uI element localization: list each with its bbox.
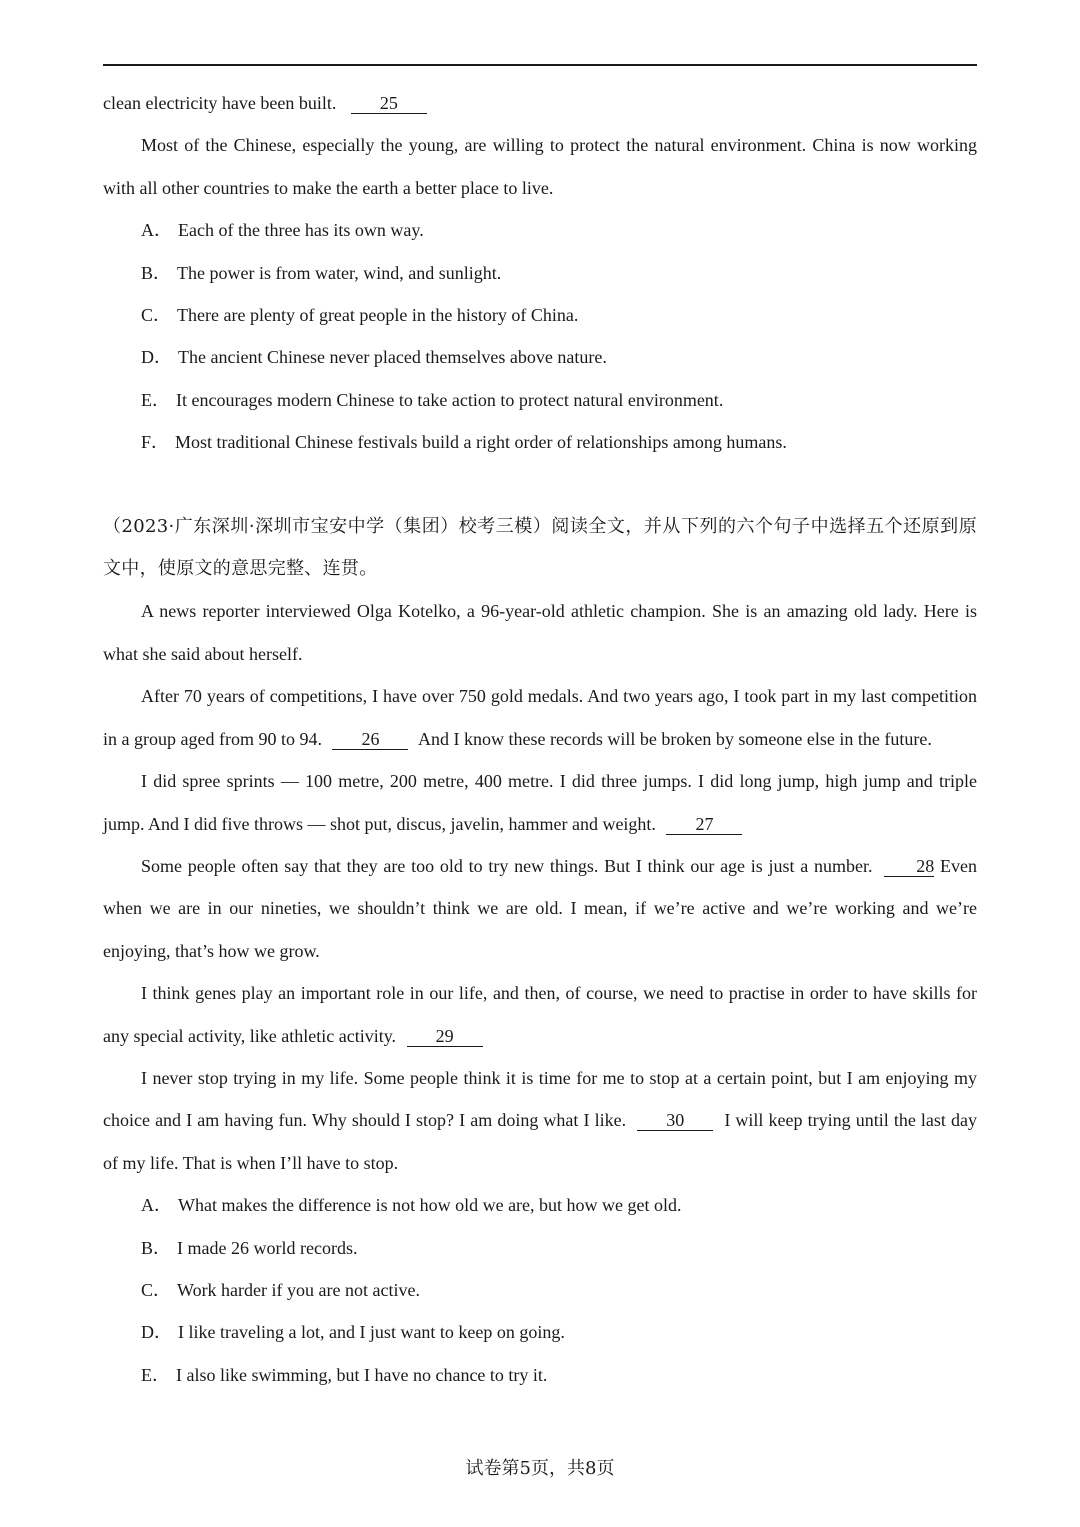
option-letter: D． — [141, 1322, 172, 1343]
paragraph-text: I never stop trying in my life. Some people think it is time for me to stop at a certain point, but I am enjoying my choice and I am having fun. Why should I stop? I am doing what I like. — [103, 1067, 977, 1131]
option-text: Most traditional Chinese festivals build a right order of relationships among humans. — [175, 432, 787, 453]
passage2-option-b[interactable] — [103, 1227, 977, 1269]
option-text: It encourages modern Chinese to take action to protect natural environment. — [176, 389, 724, 410]
option-letter: F． — [141, 432, 170, 453]
paragraph-text: I did spree sprints — 100 metre, 200 metre, 400 metre. I did three jumps. I did long jump, high jump and triple jump. And I did five throws — shot put, discus, javelin, hammer and weight. — [103, 771, 977, 834]
blank-30[interactable]: 30 — [637, 1110, 713, 1131]
blank-27[interactable]: 27 — [666, 814, 742, 835]
paragraph-text: Some people often say that they are too old to try new things. But I think our age is just a number. — [141, 855, 873, 876]
option-text: I made 26 world records. — [177, 1237, 358, 1258]
passage2-paragraph-1: A news reporter interviewed Olga Kotelko, a 96-year-old athletic champion. She is an amazing old lady. Here is what she said about herself. — [103, 601, 977, 664]
option-text: I like traveling a lot, and I just want to keep on going. — [178, 1322, 565, 1343]
blank-25[interactable]: 25 — [351, 93, 427, 114]
section-gap — [103, 464, 977, 506]
passage1-tail-text: clean electricity have been built. — [103, 93, 337, 113]
passage1-option-d[interactable] — [103, 336, 977, 378]
paragraph-text: And I know these records will be broken by someone else in the future. — [417, 728, 932, 749]
passage1-option-c[interactable] — [103, 294, 977, 336]
option-text: I also like swimming, but I have no chance to try it. — [176, 1364, 548, 1385]
option-letter: A． — [141, 1195, 172, 1216]
page-footer: 试卷第5页，共8页 — [465, 1458, 615, 1479]
passage2-paragraph-3 — [103, 760, 977, 845]
option-letter: A． — [141, 220, 172, 241]
passage1-closing-paragraph: Most of the Chinese, especially the young, are willing to protect the natural environment. China is now working with all other countries to make the earth a better place to live. — [103, 135, 977, 198]
blank-29[interactable]: 29 — [407, 1026, 483, 1047]
option-text: The ancient Chinese never placed themselves above nature. — [178, 347, 607, 368]
passage2-paragraph-6 — [103, 1057, 977, 1184]
option-text: What makes the difference is not how old we are, but how we get old. — [178, 1195, 682, 1216]
passage2-instruction: （2023·广东深圳·深圳市宝安中学（集团）校考三模）阅读全文，并从下列的六个句子中选择五个还原到原文中，使原文的意思完整、连贯。 — [103, 515, 977, 580]
passage2-paragraph-2 — [103, 675, 977, 760]
option-text: Work harder if you are not active. — [177, 1279, 420, 1300]
option-letter: C． — [141, 305, 172, 326]
paragraph-text: I will keep trying until the last day of my life. That is when I’ll have to stop. — [103, 1110, 978, 1173]
blank-28[interactable]: 28 — [884, 856, 934, 877]
page-content — [103, 82, 977, 1396]
passage2-option-e[interactable] — [103, 1354, 977, 1396]
option-letter: B． — [141, 262, 172, 283]
paragraph-text: After 70 years of competitions, I have over 750 gold medals. And two years ago, I took part in my last competition in a group aged from 90 to 94. — [103, 686, 977, 749]
passage2-paragraph-5 — [103, 972, 977, 1057]
paragraph-text: I think genes play an important role in our life, and then, of course, we need to practise in order to have skills for any special activity, like athletic activity. — [103, 983, 977, 1046]
option-letter: E． — [141, 1364, 170, 1385]
passage2-option-a[interactable] — [103, 1184, 977, 1226]
passage2-option-d[interactable] — [103, 1311, 977, 1353]
passage1-option-a[interactable] — [103, 209, 977, 251]
blank-26[interactable]: 26 — [332, 729, 408, 750]
option-text: There are plenty of great people in the history of China. — [177, 305, 579, 326]
paragraph-text: Even when we are in our nineties, we shouldn’t think we are old. I mean, if we’re active and we’re working and we’re enjoying, that’s how we grow. — [103, 855, 978, 961]
option-letter: E． — [141, 389, 170, 410]
option-text: Each of the three has its own way. — [178, 220, 424, 241]
option-letter: B． — [141, 1237, 172, 1258]
passage2-paragraph-4 — [103, 845, 977, 972]
passage1-tail — [103, 82, 977, 124]
passage2-option-c[interactable] — [103, 1269, 977, 1311]
passage1-option-e[interactable] — [103, 379, 977, 421]
option-letter: C． — [141, 1279, 172, 1300]
header-rule — [103, 64, 977, 66]
option-text: The power is from water, wind, and sunlight. — [177, 262, 502, 283]
passage1-option-f[interactable] — [103, 421, 977, 463]
option-letter: D． — [141, 347, 172, 368]
passage1-option-b[interactable] — [103, 252, 977, 294]
